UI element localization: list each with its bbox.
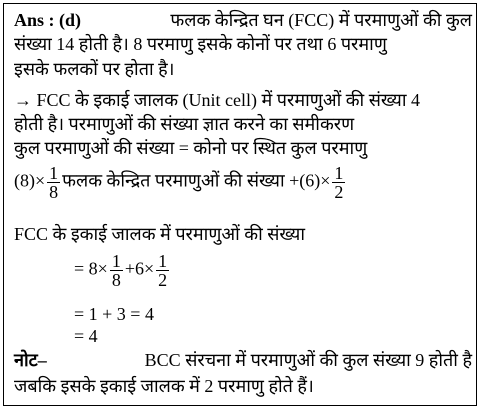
formula-line [14,164,347,201]
note-line-2: जबकि इसके इकाई जालक में 2 परमाणु होते हैं। [14,376,314,396]
answer-line-2: संख्या 14 होती है। 8 परमाणु इसके कोनों पर तथा 6 परमाणु [14,34,387,54]
fcc-count-heading: FCC के इकाई जालक में परमाणुओं की संख्या [14,224,306,244]
ans-label: Ans : [14,10,55,30]
formula-middle: फलक केन्द्रित परमाणुओं की संख्या +(6)× [62,170,331,191]
ans-option: (d) [59,10,82,30]
formula-prefix: (8)× [14,170,46,191]
answer-line-1 [14,10,472,30]
equation-3: = 4 [74,326,98,346]
fcc-line-2: होती है। परमाणुओं की संख्या ज्ञात करने का समीकरण [14,114,355,134]
fraction-one-half: $\frac{1}{2}$ [334,163,344,202]
equation-2: = 1 + 3 = 4 [74,304,154,324]
fcc-line-3: कुल परमाणुओं की संख्या = कोनो पर स्थित कुल परमाणु [14,138,368,158]
note-text-1: BCC संरचना में परमाणुओं की कुल संख्या 9 होती है [144,350,472,370]
fcc-line-1: → FCC के इकाई जालक (Unit cell) में परमाणुओं की संख्या 4 [14,90,420,110]
equation-1: = 8× $\frac{1}{8}$ +6× $\frac{1}{2}$ [74,251,168,290]
eq-fraction-one-eighth: $\frac{1}{8}$ [111,251,121,290]
answer-text-1: फलक केन्द्रित घन (FCC) में परमाणुओं की कुल [170,10,472,30]
eq-fraction-one-half: $\frac{1}{2}$ [158,251,168,290]
answer-box [3,3,477,406]
fraction-one-eighth: $\frac{1}{8}$ [49,163,59,202]
answer-line-3: इसके फलकों पर होता है। [14,59,175,79]
note-label: नोट– [14,350,47,370]
note-line-1 [14,350,472,370]
